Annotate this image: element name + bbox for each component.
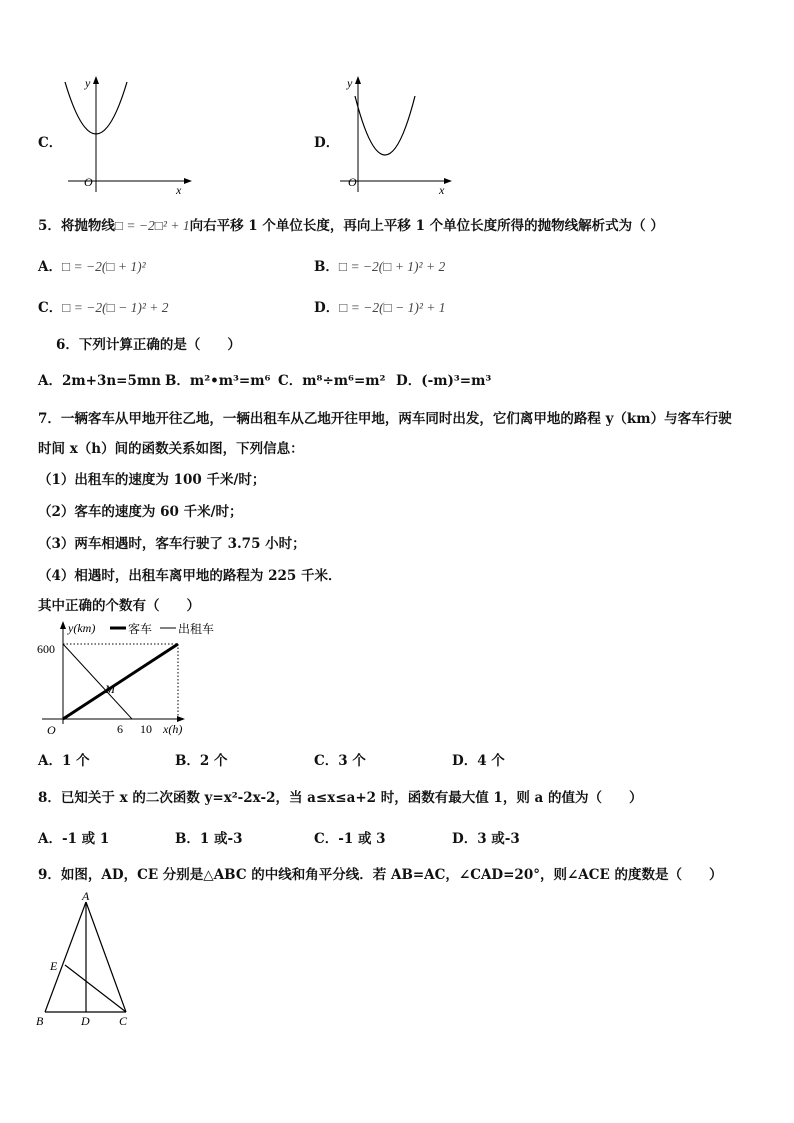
- q7-x-label: x(h): [163, 722, 183, 736]
- q9-label-b: B: [36, 1014, 44, 1028]
- option-c-label: C．: [38, 135, 63, 151]
- q8-stem: 8．已知关于 x 的二次函数 y=x²-2x-2，当 a≤x≤a+2 时，函数有最大值 1，则 a 的值为（ ）: [38, 790, 643, 806]
- q7-option-a[interactable]: A．1 个: [38, 753, 90, 769]
- q7-legend-bus-label: 客车: [128, 622, 153, 636]
- graph-c-y-label: y: [85, 76, 91, 90]
- q9-label-d: D: [81, 1014, 90, 1028]
- q7-legend-taxi-label: 出租车: [178, 622, 215, 636]
- q5-stem: 5．将抛物线□ = −2□² + 1向右平移 1 个单位长度，再向上平移 1 个单位长度所得的抛物线解析式为（ ）: [38, 218, 664, 234]
- q7-tick-6: 6: [117, 722, 123, 736]
- q7-statement-2: （2）客车的速度为 60 千米/时；: [38, 504, 243, 520]
- q8-option-a[interactable]: A．-1 或 1: [38, 831, 110, 847]
- q7-tick-10: 10: [140, 722, 152, 736]
- q9-stem: 9．如图，AD，CE 分别是△ABC 的中线和角平分线．若 AB=AC，∠CAD=20°，则∠ACE 的度数是（ ）: [38, 867, 723, 883]
- q9-side-ab: [45, 902, 86, 1012]
- q7-question: 其中正确的个数有（ ）: [38, 598, 200, 614]
- graph-d-x-label: x: [439, 183, 445, 196]
- q5-option-c[interactable]: C．□ = −2(□ − 1)² + 2: [38, 300, 169, 316]
- q8-option-c[interactable]: C．-1 或 3: [314, 831, 386, 847]
- q6-option-b[interactable]: B．m²•m³=m⁶: [165, 373, 271, 389]
- q6-option-d[interactable]: D．(-m)³=m³: [396, 373, 492, 389]
- q7-point-m: M: [105, 682, 115, 696]
- graph-d-origin: O: [348, 175, 357, 189]
- graph-c: [58, 74, 198, 196]
- q9-side-ac: [86, 902, 126, 1012]
- q7-stem-line1: 7．一辆客车从甲地开往乙地，一辆出租车从乙地开往甲地，两车同时出发，它们离甲地的路程 y（km）与客车行驶: [38, 411, 732, 427]
- q8-option-b[interactable]: B．1 或-3: [175, 831, 243, 847]
- q9-label-e: E: [50, 959, 58, 973]
- q6-option-c[interactable]: C．m⁸÷m⁶=m²: [278, 373, 386, 389]
- q5-option-d[interactable]: D．□ = −2(□ − 1)² + 1: [314, 300, 446, 316]
- q8-option-d[interactable]: D．3 或-3: [452, 831, 520, 847]
- q7-option-b[interactable]: B．2 个: [175, 753, 228, 769]
- q6-option-a[interactable]: A．2m+3n=5mn: [38, 373, 161, 389]
- graph-c-origin: O: [84, 175, 93, 189]
- graph-d: [335, 74, 460, 196]
- option-d-label: D．: [314, 135, 340, 151]
- q7-tick-600: 600: [37, 642, 55, 656]
- q7-statement-4: （4）相遇时，出租车离甲地的路程为 225 千米．: [38, 568, 342, 584]
- q7-origin: O: [47, 723, 56, 737]
- graph-d-y-label: y: [347, 76, 353, 90]
- q7-statement-1: （1）出租车的速度为 100 千米/时；: [38, 472, 266, 488]
- q7-option-c[interactable]: C．3 个: [314, 753, 366, 769]
- q5-formula: □ = −2□² + 1: [114, 218, 190, 233]
- q9-label-c: C: [119, 1014, 128, 1028]
- q7-series-bus: [63, 644, 178, 719]
- q6-stem: 6．下列计算正确的是（ ）: [56, 337, 241, 353]
- q7-chart: [30, 618, 230, 742]
- q5-option-a[interactable]: A．□ = −2(□ + 1)²: [38, 259, 146, 275]
- graph-c-x-label: x: [176, 183, 182, 196]
- q7-stem-line2: 时间 x（h）间的函数关系如图，下列信息：: [38, 441, 304, 457]
- q7-option-d[interactable]: D．4 个: [452, 753, 505, 769]
- q5-option-b[interactable]: B．□ = −2(□ + 1)² + 2: [314, 259, 446, 275]
- q7-y-label: y(km): [68, 621, 96, 635]
- q7-statement-3: （3）两车相遇时，客车行驶了 3.75 小时；: [38, 536, 306, 552]
- q9-triangle-figure: [30, 888, 140, 1028]
- q9-label-a: A: [82, 889, 90, 903]
